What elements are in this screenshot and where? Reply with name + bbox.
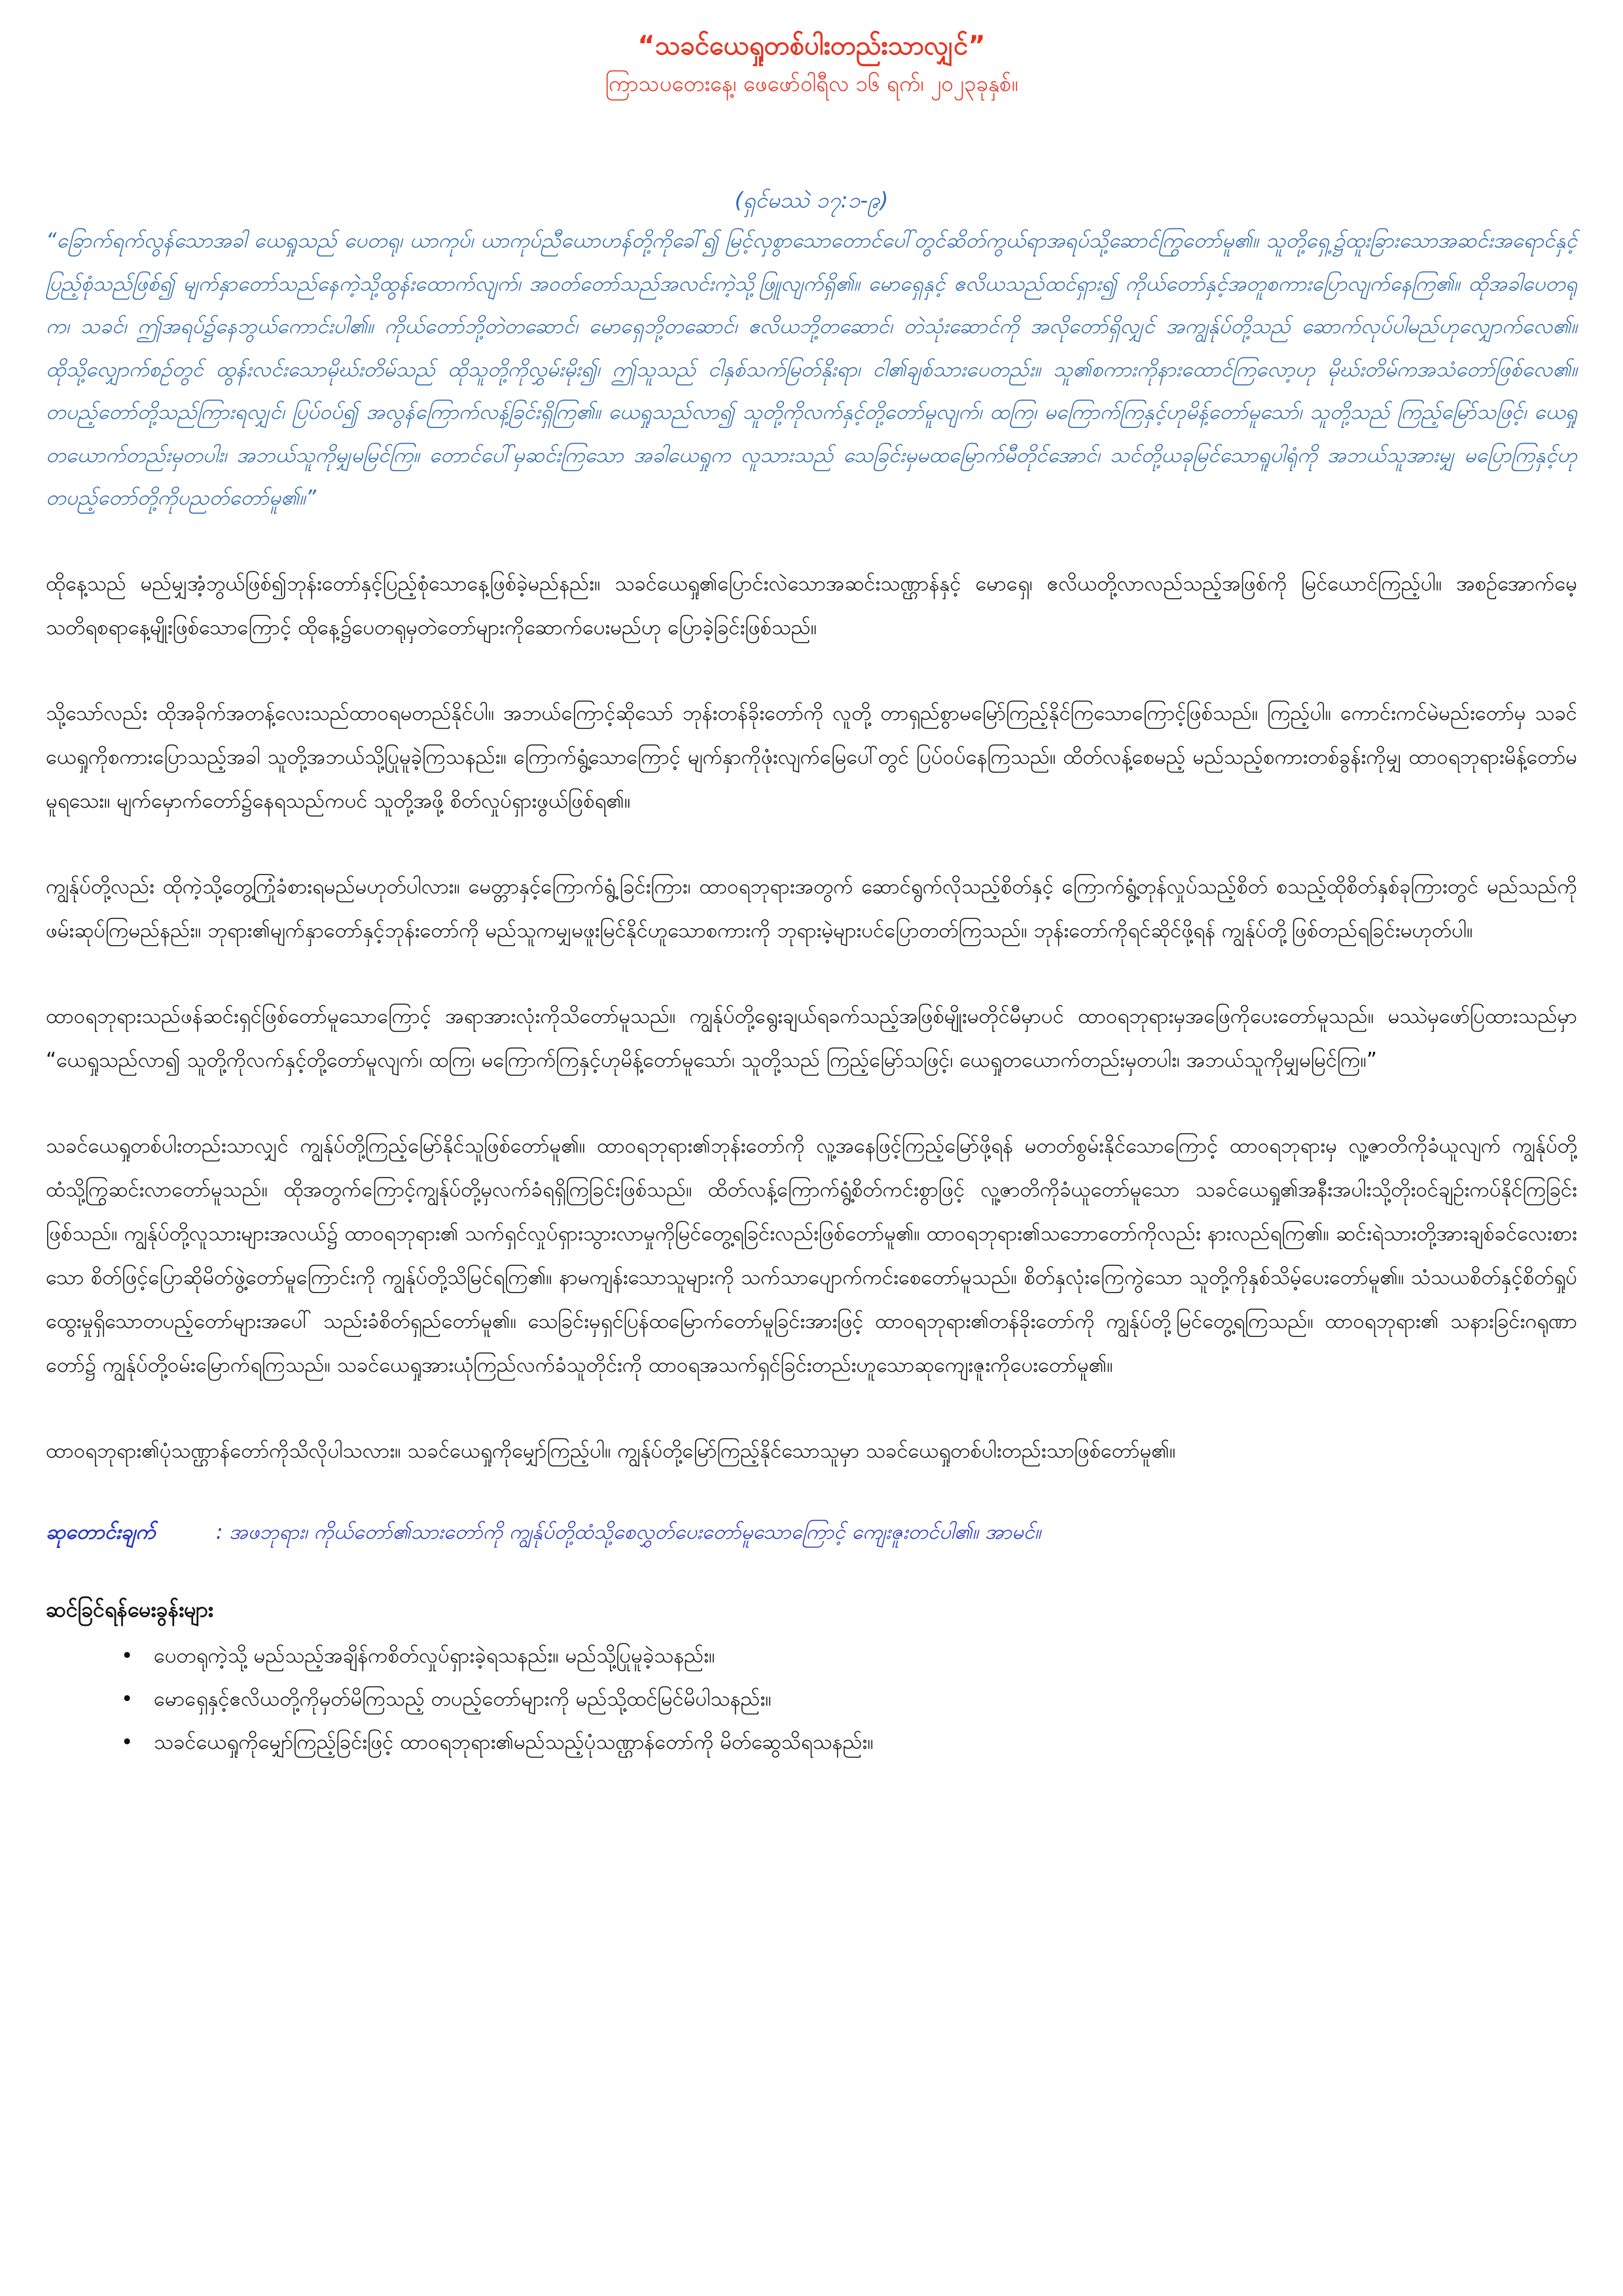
paragraph-3: ကျွန်ုပ်တို့လည်း ထိုကဲ့သို့တွေ့ကြုံခံစားရမည်မဟုတ်ပါလား။ မေတ္တာနှင့်ကြောက်ရွံ့ခြင်းကြား၊ ထာဝရဘုရားအတွက် ဆောင်ရွက်လိုသည့်စိတ်နှင့် ကြောက်ရွံ့တုန်လှုပ်သည့်စိတ် စသည့်ထိုစိတ်နှစ်ခုကြားတွင် မည်သည်ကိုဖမ်းဆုပ်ကြမည်နည်း။ ဘုရား၏မျက်နှာတော်နှင့်ဘုန်းတော်ကို မည်သူကမျှမဖူးမြင်နိုင်ဟူသောစကားကို ဘုရားမဲ့များပင်ပြောတတ်ကြသည်။ ဘုန်းတော်ကိုရင်ဆိုင်ဖို့ရန် ကျွန်ုပ်တို့ဖြစ်တည်ရခြင်းမဟုတ်ပါ။ (46, 874, 1577, 942)
page-title: “သခင်ယေရှုတစ်ပါးတည်းသာလျှင်” (637, 31, 986, 61)
paragraph-6: ထာဝရဘုရား၏ပုံသဏ္ဌာန်တော်ကိုသိလိုပါသလား။ သခင်ယေရှုကိုမျှော်ကြည့်ပါ။ ကျွန်ုပ်တို့မြော်ကြည့်နိုင်သောသူမှာ သခင်ယေရှုတစ်ပါးတည်းသာဖြစ်တော်မူ၏။ (46, 1439, 1176, 1463)
prayer-label: ဆုတောင်းချက် (46, 1520, 156, 1544)
scripture-reference: (ရှင်မဿဲ ၁၇:၁-၉) (734, 187, 889, 213)
prayer-block (46, 1513, 1577, 1552)
paragraph-2: သို့သော်လည်း ထိုအခိုက်အတန့်လေးသည်ထာဝရမတည်နိုင်ပါ။ အဘယ်ကြောင့်ဆိုသော် ဘုန်းတန်ခိုးတော်ကို လူတို့ တာရှည်စွာမမြော်ကြည့်နိုင်ကြသောကြောင့်ဖြစ်သည်။ ကြည့်ပါ။ ကောင်းကင်မဲမည်းတော်မှ သခင်ယေရှုကိုစကားပြောသည့်အခါ သူတို့အဘယ်သို့ပြုမူခဲ့ကြသနည်း။ ကြောက်ရွံ့သောကြောင့် မျက်နှာကိုဖုံးလျက်မြေပေါ်တွင် ပြပ်ဝပ်နေကြသည်။ ထိတ်လန့်စေမည့် မည်သည့်စကားတစ်ခွန်းကိုမျှ ထာဝရဘုရားမိန့်တော်မမူရသေး။ မျက်မှောက်တော်၌နေရသည်ကပင် သူတို့အဖို့ စိတ်လှုပ်ရှားဖွယ်ဖြစ်ရ၏။ (46, 701, 1577, 813)
scripture-text: “ခြောက်ရက်လွန်သောအခါ ယေရှုသည် ပေတရု၊ ယာကုပ်၊ ယာကုပ်ညီယောဟန်တို့ကိုခေါ်၍ မြင့်လှစွာသောတောင်ပေါ်တွင်ဆိတ်ကွယ်ရာအရပ်သို့ဆောင်ကြွတော်မူ၏။ သူတို့ရှေ့၌ထူးခြားသောအဆင်းအရောင်နှင့်ပြည့်စုံသည်ဖြစ်၍ မျက်နှာတော်သည်နေကဲ့သို့ထွန်းထောက်လျက်၊ အဝတ်တော်သည်အလင်းကဲ့သို့ဖြူလျက်ရှိ၏။ မောရှေနှင့် ဧလိယသည်ထင်ရှား၍ ကိုယ်တော်နှင့်အတူစကားပြောလျက်နေကြ၏။ ထိုအခါပေတရုက၊ သခင်၊ ဤအရပ်၌နေဘွယ်ကောင်းပါ၏။ ကိုယ်တော်ဘို့တဲတဆောင်၊ မောရှေဘို့တဆောင်၊ ဧလိယဘို့တဆောင်၊ တဲသုံးဆောင်ကို အလိုတော်ရှိလျှင် အကျွန်ုပ်တို့သည် ဆောက်လုပ်ပါမည်ဟုလျှောက်လေ၏။ ထိုသို့လျှောက်စဉ်တွင် ထွန်းလင်းသောမိုဃ်းတိမ်သည် ထိုသူတို့ကိုလွှမ်းမိုး၍၊ ဤသူသည် ငါနှစ်သက်မြတ်နိုးရာ၊ ငါ၏ချစ်သားပေတည်း။ သူ၏စကားကိုနားထောင်ကြလော့ဟု မိုဃ်းတိမ်ကအသံတော်ဖြစ်လေ၏။ တပည့်တော်တို့သည်ကြားရလျှင်၊ ပြပ်ဝပ်၍ အလွန်ကြောက်လန့်ခြင်းရှိကြ၏။ ယေရှုသည်လာ၍ သူတို့ကိုလက်နှင့်တို့တော်မူလျက်၊ ထကြ၊ မကြောက်ကြနှင့်ဟုမိန့်တော်မူသော်၊ သူတို့သည် ကြည့်မြော်သဖြင့်၊ ယေရှုတယောက်တည်းမှတပါး၊ အဘယ်သူကိုမျှမမြင်ကြ။ တောင်ပေါ်မှဆင်းကြသော အခါယေရှုက လူသားသည် သေခြင်းမှမထမြောက်မီတိုင်အောင်၊ သင်တို့ယခုမြင်သောရူပါရုံကို အဘယ်သူအားမျှ မပြောကြနှင့်ဟုတပည့်တော်တို့ကိုပညတ်တော်မူ၏။” (46, 229, 1577, 510)
bullet-icon: • (121, 1730, 134, 1754)
questions-heading: ဆင်ခြင်ရန်မေးခွန်းများ (46, 1596, 213, 1622)
bullet-icon: • (121, 1687, 134, 1711)
paragraph-5: သခင်ယေရှုတစ်ပါးတည်းသာလျှင် ကျွန်ုပ်တို့ကြည့်မြော်နိုင်သူဖြစ်တော်မူ၏။ ထာဝရဘုရား၏ဘုန်းတော်ကို လူ့အနေဖြင့်ကြည့်မြော်ဖို့ရန် မတတ်စွမ်းနိုင်သောကြောင့် ထာဝရဘုရားမှ လူ့ဇာတိကိုခံယူလျက် ကျွန်ုပ်တို့ထံသို့ကြွဆင်းလာတော်မူသည်။ ထိုအတွက်ကြောင့်ကျွန်ုပ်တို့မှလက်ခံရရှိကြခြင်းဖြစ်သည်။ ထိတ်လန့်ကြောက်ရွံ့စိတ်ကင်းစွာဖြင့် လူ့ဇာတိကိုခံယူတော်မူသော သခင်ယေရှု၏အနီးအပါးသို့တိုးဝင်ချဉ်းကပ်နိုင်ကြခြင်းဖြစ်သည်။ ကျွန်ုပ်တို့လူသားများအလယ်၌ ထာဝရဘုရား၏ သက်ရှင်လှုပ်ရှားသွားလာမှုကိုမြင်တွေ့ရခြင်းလည်းဖြစ်တော်မူ၏။ ထာဝရဘုရား၏သဘောတော်ကိုလည်း နားလည်ရကြ၏။ ဆင်းရဲသားတို့အားချစ်ခင်လေးစားသော စိတ်ဖြင့်ပြောဆိုမိတ်ဖွဲ့တော်မူကြောင်းကို ကျွန်ုပ်တို့သိမြင်ရကြ၏။ နာမကျန်းသောသူများကို သက်သာပျောက်ကင်းစေတော်မူသည်။ စိတ်နှလုံးကြေကွဲသော သူတို့ကိုနှစ်သိမ့်ပေးတော်မူ၏။ သံသယစိတ်နှင့်စိတ်ရှုပ်ထွေးမှုရှိသောတပည့်တော်များအပေါ် သည်းခံစိတ်ရှည်တော်မူ၏။ သေခြင်းမှရှင်ပြန်ထမြောက်တော်မူခြင်းအားဖြင့် ထာဝရဘုရား၏တန်ခိုးတော်ကို ကျွန်ုပ်တို့မြင်တွေ့ရကြသည်။ ထာဝရဘုရား၏ သနားခြင်းဂရုဏာတော်၌ ကျွန်ုပ်တို့ဝမ်းမြောက်ရကြသည်။ သခင်ယေရှုအားယုံကြည်လက်ခံသူတိုင်းကို ထာဝရအသက်ရှင်ခြင်းတည်းဟူသောဆုကျေးဇူးကိုပေးတော်မူ၏။ (46, 1134, 1577, 1377)
paragraph-1: ထိုနေ့သည် မည်မျှအံ့ဘွယ်ဖြစ်၍ဘုန်းတော်နှင့်ပြည့်စုံသောနေ့ဖြစ်ခဲ့မည်နည်း။ သခင်ယေရှု၏ပြောင်းလဲသောအဆင်းသဏ္ဌာန်နှင့် မောရှေ၊ ဧလိယတို့လာလည်သည့်အဖြစ်ကို မြင်ယောင်ကြည့်ပါ။ အစဉ်အောက်မေ့သတိရစရာနေ့မျိုးဖြစ်သောကြောင့် ထိုနေ့၌ပေတရုမှတဲတော်များကိုဆောက်ပေးမည်ဟု ပြောခဲ့ခြင်းဖြစ်သည်။ (46, 571, 1577, 639)
question-text: မောရှေနှင့်ဧလိယတို့ကိုမှတ်မိကြသည့် တပည့်တော်များကို မည်သို့ထင်မြင်မိပါသနည်း။ (154, 1687, 772, 1711)
question-item (46, 1634, 1577, 1677)
prayer-text: : အဖဘုရား၊ ကိုယ်တော်၏သားတော်ကို ကျွန်ုပ်တို့ထံသို့စေလွှတ်ပေးတော်မူသောကြောင့် ကျေးဇူးတင်ပါ၏။ အာမင်။ (216, 1520, 1041, 1544)
paragraph-4: ထာဝရဘုရားသည်ဖန်ဆင်းရှင်ဖြစ်တော်မူသောကြောင့် အရာအားလုံးကိုသိတော်မူသည်။ ကျွန်ုပ်တို့ရွေးချယ်ရခက်သည့်အဖြစ်မျိုးမတိုင်မီမှာပင် ထာဝရဘုရားမှအဖြေကိုပေးတော်မူသည်။ မဿဲမှဖော်ပြထားသည်မှာ “ယေရှုသည်လာ၍ သူတို့ကိုလက်နှင့်တို့တော်မူလျက်၊ ထကြ၊ မကြောက်ကြနှင့်ဟုမိန့်တော်မူသော်၊ သူတို့သည် ကြည့်မြော်သဖြင့်၊ ယေရှုတယောက်တည်းမှတပါး၊ အဘယ်သူကိုမျှမမြင်ကြ။” (46, 1004, 1577, 1072)
page-date: ကြာသပတေးနေ့၊ ဖေဖော်ဝါရီလ ၁၆ ရက်၊ ၂၀၂၃ခုနှစ်။ (605, 71, 1018, 96)
questions-list (46, 1634, 1577, 1764)
bullet-icon: • (121, 1643, 134, 1668)
question-text: ပေတရုကဲ့သို့ မည်သည့်အချိန်ကစိတ်လှုပ်ရှားခဲ့ရသနည်း။ မည်သို့ပြုမူခဲ့သနည်း။ (154, 1643, 715, 1668)
question-item (46, 1677, 1577, 1721)
question-item (46, 1721, 1577, 1764)
question-text: သခင်ယေရှုကိုမျှော်ကြည့်ခြင်းဖြင့် ထာဝရဘုရား၏မည်သည့်ပုံသဏ္ဌာန်တော်ကို မိတ်ဆွေသိရသနည်း။ (154, 1730, 874, 1754)
